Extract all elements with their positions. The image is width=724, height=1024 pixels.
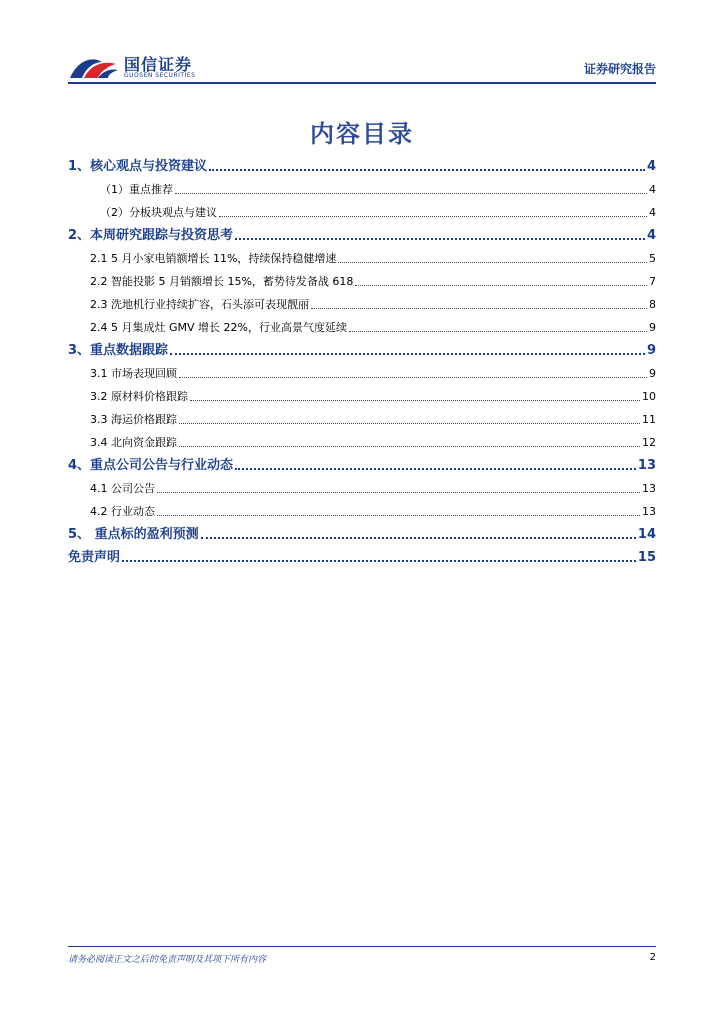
toc-entry-page: 12 — [642, 436, 656, 449]
toc-entry-label: 2.4 5 月集成灶 GMV 增长 22%，行业高景气度延续 — [90, 321, 347, 334]
toc-entry-page: 4 — [649, 183, 656, 196]
toc-leader-dots — [175, 193, 647, 194]
toc-leader-dots — [338, 262, 647, 263]
toc-leader-dots — [311, 308, 647, 309]
toc-entry-label: 1、核心观点与投资建议 — [68, 159, 208, 174]
toc-entry-page: 11 — [642, 413, 656, 426]
toc-leader-dots — [349, 331, 647, 332]
toc-entry[interactable] — [68, 405, 656, 428]
toc-leader-dots — [179, 446, 640, 447]
toc-leader-dots — [157, 515, 640, 516]
toc-leader-dots — [235, 468, 636, 470]
toc-entry-label: 2.3 洗地机行业持续扩容，石头添可表现靓丽 — [90, 298, 309, 311]
report-type-label: 证券研究报告 — [583, 62, 656, 76]
page-number: 2 — [649, 952, 656, 963]
toc-leader-dots — [219, 216, 647, 217]
toc-entry-label: 4、重点公司公告与行业动态 — [68, 458, 234, 473]
toc-entry-page: 13 — [642, 505, 656, 518]
toc-leader-dots — [201, 537, 636, 539]
toc-entry[interactable] — [68, 520, 656, 543]
guosen-logo-icon — [68, 52, 120, 82]
toc-leader-dots — [179, 377, 647, 378]
toc-entry[interactable] — [68, 313, 656, 336]
toc-leader-dots — [190, 400, 640, 401]
toc-entry-page: 14 — [637, 527, 656, 542]
toc-leader-dots — [122, 560, 636, 562]
toc-entry[interactable] — [68, 382, 656, 405]
toc-leader-dots — [157, 492, 640, 493]
toc-entry-label: （1）重点推荐 — [100, 183, 173, 196]
toc-entry-page: 4 — [646, 228, 656, 243]
toc-entry-page: 7 — [649, 275, 656, 288]
toc-entry-label: 2.2 智能投影 5 月销额增长 15%，蓄势待发备战 618 — [90, 275, 354, 288]
toc-entry-label: 3、重点数据跟踪 — [68, 343, 169, 358]
toc-entry-page: 15 — [637, 550, 656, 565]
toc-entry-label: 2.1 5 月小家电销额增长 11%，持续保持稳健增速 — [90, 252, 337, 265]
toc-leader-dots — [170, 353, 645, 355]
toc-entry-page: 9 — [649, 321, 656, 334]
toc-entry-page: 5 — [649, 252, 656, 265]
footer-divider — [68, 946, 656, 947]
toc-entry[interactable] — [68, 198, 656, 221]
toc-entry-label: 4.1 公司公告 — [90, 482, 155, 495]
toc-entry[interactable] — [68, 152, 656, 175]
page-header — [68, 48, 656, 84]
toc-entry[interactable] — [68, 359, 656, 382]
toc-entry[interactable] — [68, 175, 656, 198]
toc-entry-label: 3.3 海运价格跟踪 — [90, 413, 177, 426]
toc-entry-page: 13 — [637, 458, 656, 473]
toc-entry-label: （2）分板块观点与建议 — [100, 206, 217, 219]
toc-entry[interactable] — [68, 428, 656, 451]
toc-entry-label: 5、 重点标的盈利预测 — [68, 527, 199, 542]
toc-entry[interactable] — [68, 221, 656, 244]
toc-entry-page: 13 — [642, 482, 656, 495]
toc-entry-page: 9 — [646, 343, 656, 358]
toc-entry-label: 2、本周研究跟踪与投资思考 — [68, 228, 234, 243]
toc-entry-label: 4.2 行业动态 — [90, 505, 155, 518]
toc-leader-dots — [235, 238, 645, 240]
toc-leader-dots — [209, 169, 645, 171]
toc-entry-page: 8 — [649, 298, 656, 311]
toc-leader-dots — [355, 285, 647, 286]
toc-entry[interactable] — [68, 497, 656, 520]
toc-entry[interactable] — [68, 267, 656, 290]
toc-entry-page: 9 — [649, 367, 656, 380]
toc-entry[interactable] — [68, 336, 656, 359]
toc-entry[interactable] — [68, 290, 656, 313]
toc-entry-page: 4 — [646, 159, 656, 174]
table-of-contents — [68, 152, 656, 566]
toc-entry[interactable] — [68, 244, 656, 267]
toc-entry-label: 3.1 市场表现回顾 — [90, 367, 177, 380]
toc-title: 内容目录 — [310, 120, 414, 148]
toc-leader-dots — [179, 423, 640, 424]
header-divider — [68, 82, 656, 84]
toc-entry-label: 3.4 北向资金跟踪 — [90, 436, 177, 449]
toc-entry-label: 3.2 原材料价格跟踪 — [90, 390, 188, 403]
toc-entry[interactable] — [68, 474, 656, 497]
toc-entry-page: 4 — [649, 206, 656, 219]
toc-entry-label: 免责声明 — [68, 550, 121, 565]
footer-disclaimer: 请务必阅读正文之后的免责声明及其项下所有内容 — [68, 955, 267, 965]
logo-name-en: GUOSEN SECURITIES — [124, 72, 196, 79]
toc-entry-page: 10 — [642, 390, 656, 403]
logo-name-cn: 国信证券 — [124, 55, 193, 74]
toc-entry[interactable] — [68, 451, 656, 474]
toc-entry[interactable] — [68, 543, 656, 566]
